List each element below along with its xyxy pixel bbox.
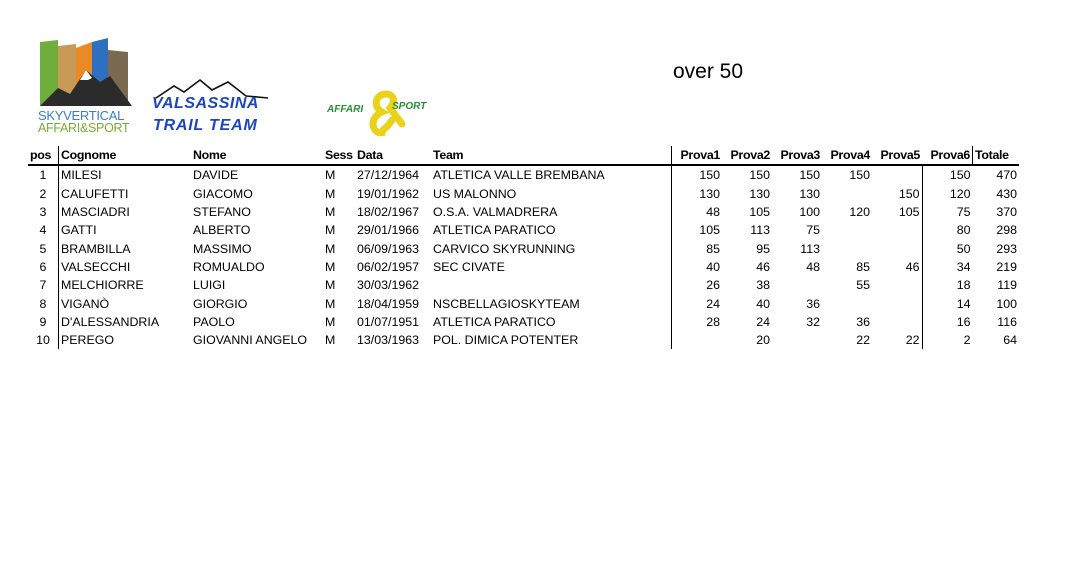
cell-prova5: 105 <box>898 205 920 220</box>
cell-prova1: 48 <box>672 203 723 221</box>
cell-sess: M <box>325 186 336 201</box>
cell-sess: M <box>325 205 336 220</box>
cell-cognome: GATTI <box>59 221 192 239</box>
cell-nome: DAVIDE <box>193 168 239 183</box>
cell-nome: GIOVANNI ANGELO <box>193 333 308 348</box>
cell-prova4 <box>822 185 872 203</box>
cell-prova3 <box>772 276 822 294</box>
col-prova3: Prova3 <box>780 148 820 163</box>
cell-totale: 430 <box>996 186 1017 201</box>
cell-prova1: 130 <box>672 185 723 203</box>
cell-prova3 <box>772 331 822 349</box>
cell-prova2: 95 <box>756 241 770 256</box>
cell-prova4 <box>822 294 872 312</box>
cell-data: 29/01/1966 <box>357 223 420 238</box>
affari-logo-right: SPORT <box>392 101 427 112</box>
cell-totale: 119 <box>997 278 1017 293</box>
col-totale: Totale <box>973 146 1020 165</box>
col-prova4: Prova4 <box>830 148 870 163</box>
cell-prova3: 32 <box>806 314 820 329</box>
cell-data: 19/01/1962 <box>357 186 420 201</box>
cell-prova1: 26 <box>672 276 723 294</box>
cell-prova2: 113 <box>750 223 770 238</box>
col-data: Data <box>357 148 383 163</box>
cell-prova4: 120 <box>849 205 870 220</box>
cell-prova5 <box>872 313 922 331</box>
cell-prova6: 16 <box>922 313 973 331</box>
cell-cognome: PEREGO <box>59 331 192 349</box>
cell-prova5: 22 <box>905 333 920 348</box>
cell-nome: ALBERTO <box>193 223 251 238</box>
table-row <box>28 165 1019 184</box>
cell-prova6: 34 <box>922 258 973 276</box>
cell-totale: 64 <box>1003 333 1017 348</box>
cell-prova3: 36 <box>806 296 820 311</box>
col-pos: pos <box>30 148 52 163</box>
col-prova5: Prova5 <box>880 148 920 163</box>
cell-sess: M <box>325 296 336 311</box>
cell-prova2: 130 <box>749 186 770 201</box>
cell-prova1: 85 <box>672 239 723 257</box>
cell-prova4: 36 <box>856 314 870 329</box>
cell-team: SEC CIVATE <box>433 259 505 274</box>
cell-prova5 <box>872 276 922 294</box>
table-row <box>28 221 1019 239</box>
cell-nome: MASSIMO <box>193 241 252 256</box>
cell-team: CARVICO SKYRUNNING <box>433 241 576 256</box>
table-row <box>28 258 1019 276</box>
table-row <box>28 294 1019 312</box>
cell-prova4 <box>822 221 872 239</box>
cell-prova4: 22 <box>856 333 870 348</box>
cell-sess: M <box>325 333 336 348</box>
table-row <box>28 203 1019 221</box>
cell-cognome: MASCIADRI <box>59 203 192 221</box>
cell-prova6: 50 <box>922 239 973 257</box>
cell-prova2: 40 <box>756 296 770 311</box>
cell-prova6: 18 <box>922 276 973 294</box>
cell-nome: GIACOMO <box>193 186 253 201</box>
cell-data: 30/03/1962 <box>357 278 420 293</box>
cell-prova6: 120 <box>922 185 973 203</box>
cell-pos: 2 <box>39 186 47 201</box>
cell-pos: 9 <box>39 314 47 329</box>
cell-prova1: 150 <box>672 165 723 184</box>
cell-prova4: 85 <box>856 259 870 274</box>
skyvertical-logo-line2: AFFARI&SPORT <box>38 121 130 135</box>
cell-team: US MALONNO <box>433 186 517 201</box>
table-row <box>28 313 1019 331</box>
cell-totale: 470 <box>996 168 1017 183</box>
cell-nome: STEFANO <box>193 205 251 220</box>
table-row <box>28 331 1019 349</box>
cell-prova3: 48 <box>806 259 820 274</box>
table-header-row <box>28 146 1019 165</box>
col-prova6: Prova6 <box>930 148 970 163</box>
category-title: over 50 <box>673 60 744 83</box>
cell-pos: 8 <box>39 296 47 311</box>
cell-team: POL. DIMICA POTENTER <box>433 333 579 348</box>
cell-prova2: 20 <box>756 333 770 348</box>
cell-prova2: 24 <box>756 314 770 329</box>
cell-nome: PAOLO <box>193 314 235 329</box>
cell-sess: M <box>325 223 336 238</box>
col-team: Team <box>433 148 464 163</box>
cell-prova6: 75 <box>922 203 973 221</box>
cell-prova1 <box>672 331 723 349</box>
cell-nome: LUIGI <box>193 278 226 293</box>
ranking-table <box>28 146 1019 349</box>
cell-prova3: 113 <box>800 241 820 256</box>
cell-prova5: 46 <box>905 259 920 274</box>
valsassina-logo-line2: TRAIL TEAM <box>153 117 258 134</box>
cell-prova5 <box>872 221 922 239</box>
cell-team <box>431 276 672 294</box>
cell-sess: M <box>325 278 336 293</box>
cell-prova2: 38 <box>756 278 770 293</box>
skyvertical-logo-line1: SKYVERTICAL <box>38 108 125 123</box>
cell-team: ATLETICA VALLE BREMBANA <box>433 168 605 183</box>
cell-prova1: 28 <box>672 313 723 331</box>
cell-cognome: D'ALESSANDRIA <box>59 313 192 331</box>
cell-cognome: MILESI <box>59 165 192 184</box>
cell-prova5 <box>872 239 922 257</box>
cell-prova2: 46 <box>756 259 770 274</box>
cell-prova1: 40 <box>672 258 723 276</box>
cell-prova2: 105 <box>749 205 770 220</box>
valsassina-logo-line1: VALSASSINA <box>152 95 259 112</box>
table-row <box>28 276 1019 294</box>
cell-data: 01/07/1951 <box>357 314 420 329</box>
cell-data: 18/02/1967 <box>357 205 420 220</box>
col-sess: Sess <box>325 148 353 163</box>
cell-totale: 293 <box>996 241 1017 256</box>
cell-prova5 <box>872 294 922 312</box>
cell-sess: M <box>325 314 336 329</box>
col-prova1: Prova1 <box>672 146 723 165</box>
cell-prova3: 100 <box>799 205 820 220</box>
cell-data: 18/04/1959 <box>357 296 420 311</box>
cell-team: ATLETICA PARATICO <box>433 223 556 238</box>
cell-totale: 370 <box>996 205 1017 220</box>
cell-prova4: 55 <box>856 278 870 293</box>
cell-cognome: VIGANÒ <box>59 294 192 312</box>
cell-prova5 <box>872 165 922 184</box>
cell-prova3: 130 <box>799 186 820 201</box>
cell-team: O.S.A. VALMADRERA <box>433 205 558 220</box>
cell-pos: 3 <box>39 205 47 220</box>
cell-cognome: MELCHIORRE <box>59 276 192 294</box>
col-prova2: Prova2 <box>730 148 770 163</box>
cell-sess: M <box>325 259 336 274</box>
cell-prova1: 24 <box>672 294 723 312</box>
cell-cognome: BRAMBILLA <box>59 239 192 257</box>
cell-prova6: 2 <box>922 331 973 349</box>
cell-data: 27/12/1964 <box>357 168 420 183</box>
cell-cognome: VALSECCHI <box>59 258 192 276</box>
cell-team: NSCBELLAGIOSKYTEAM <box>433 296 580 311</box>
cell-prova3: 150 <box>799 168 820 183</box>
cell-pos: 6 <box>39 259 47 274</box>
cell-sess: M <box>325 241 336 256</box>
cell-nome: GIORGIO <box>193 296 248 311</box>
cell-sess: M <box>325 168 336 183</box>
cell-prova5: 150 <box>898 186 920 201</box>
cell-prova6: 80 <box>922 221 973 239</box>
cell-totale: 116 <box>997 314 1017 329</box>
cell-prova4: 150 <box>849 168 870 183</box>
cell-prova3: 75 <box>806 223 820 238</box>
cell-totale: 298 <box>996 223 1017 238</box>
cell-pos: 10 <box>36 333 50 348</box>
cell-totale: 219 <box>996 259 1017 274</box>
col-cognome: Cognome <box>59 146 192 165</box>
cell-prova6: 150 <box>922 165 973 184</box>
cell-data: 13/03/1963 <box>357 333 420 348</box>
affari-logo-left: AFFARI <box>327 104 364 115</box>
cell-prova4 <box>822 239 872 257</box>
table-row <box>28 185 1019 203</box>
cell-pos: 7 <box>39 278 47 293</box>
cell-nome: ROMUALDO <box>193 259 265 274</box>
col-nome: Nome <box>193 148 227 163</box>
table-row <box>28 239 1019 257</box>
cell-prova6: 14 <box>922 294 973 312</box>
cell-data: 06/09/1963 <box>357 241 420 256</box>
cell-prova1: 105 <box>672 221 723 239</box>
cell-pos: 4 <box>39 223 47 238</box>
cell-prova2: 150 <box>749 168 770 183</box>
cell-pos: 5 <box>39 241 47 256</box>
cell-cognome: CALUFETTI <box>59 185 192 203</box>
cell-totale: 100 <box>996 296 1017 311</box>
cell-data: 06/02/1957 <box>357 259 420 274</box>
cell-pos: 1 <box>39 168 47 183</box>
cell-team: ATLETICA PARATICO <box>433 314 556 329</box>
